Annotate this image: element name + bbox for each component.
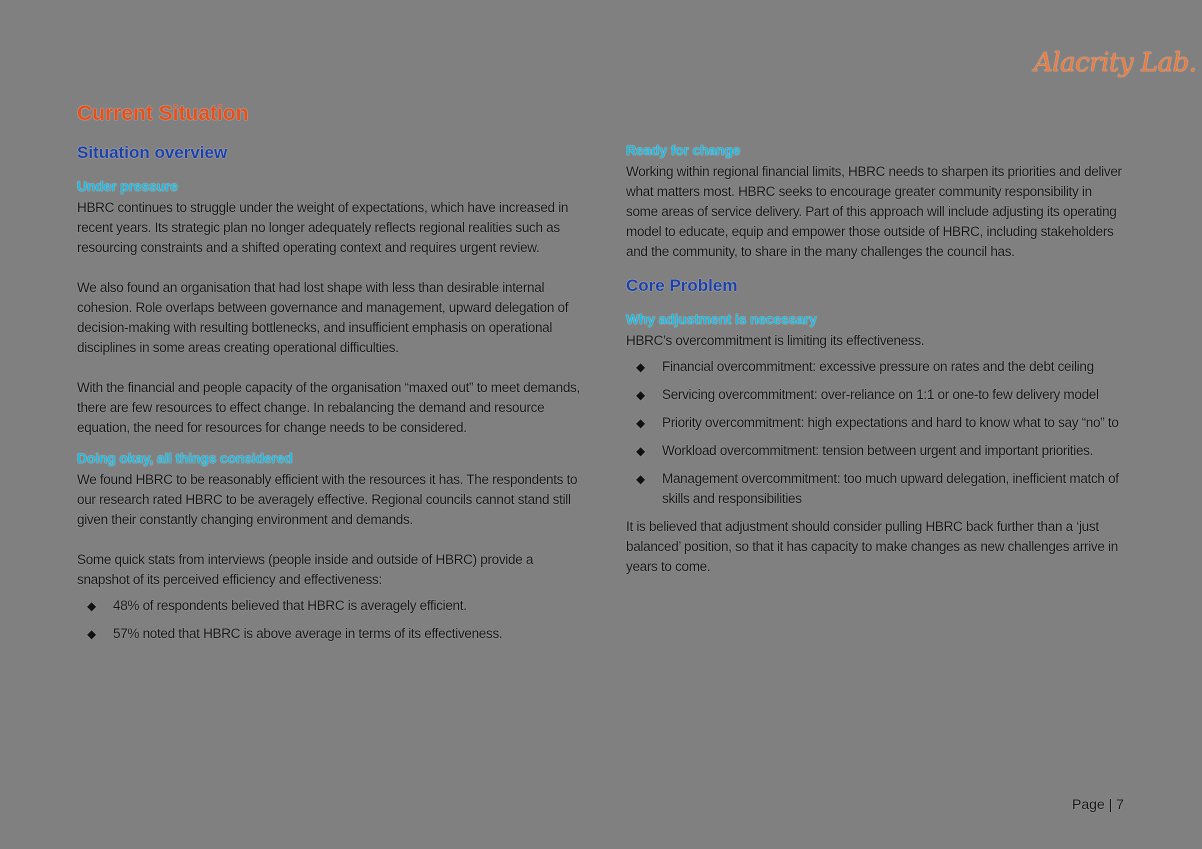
overcommitment-list <box>626 357 1126 509</box>
alacrity-lab-logo: Alacrity Lab. <box>1034 48 1197 78</box>
heading-ready-for-change: Ready for change <box>626 142 741 158</box>
list-item: ◆ Workload overcommitment: tension between urgent and important priorities. <box>626 441 1126 461</box>
page-number: Page | 7 <box>1072 796 1124 812</box>
bullet-icon: ◆ <box>636 444 645 458</box>
left-column <box>77 102 582 652</box>
stats-list <box>77 596 582 644</box>
list-item: ◆ Management overcommitment: too much upward delegation, inefficient match of skills and responsibilities <box>636 471 1119 506</box>
list-item: ◆ Priority overcommitment: high expectations and hard to know what to say “no” to <box>626 413 1126 433</box>
heading-under-pressure: Under pressure <box>77 178 178 194</box>
heading-why-adjustment: Why adjustment is necessary <box>626 311 817 327</box>
list-item: ◆ 48% of respondents believed that HBRC is averagely efficient. <box>77 596 582 616</box>
list-item: ◆ Financial overcommitment: excessive pressure on rates and the debt ceiling <box>626 357 1126 377</box>
bullet-icon: ◆ <box>87 599 96 613</box>
bullet-icon: ◆ <box>636 360 645 374</box>
paragraph: With the financial and people capacity of the organisation “maxed out” to meet demands, there are few resources to effect change. In rebalancing the demand and resource equation, the need for resources for change needs to be considered. <box>77 380 580 435</box>
heading-doing-okay: Doing okay, all things considered <box>77 450 293 466</box>
bullet-icon: ◆ <box>636 472 645 486</box>
list-item: ◆ Servicing overcommitment: over-reliance on 1:1 or one-to few delivery model <box>626 385 1126 405</box>
bullet-icon: ◆ <box>87 627 96 641</box>
section-title-core-problem: Core Problem <box>626 276 738 295</box>
bullet-icon: ◆ <box>636 416 645 430</box>
right-column <box>626 142 1126 577</box>
paragraph: HBRC continues to struggle under the weight of expectations, which have increased in recent years. Its strategic plan no longer adequately reflects regional realities such as resourcing constraints and a shifted operating context and requires urgent review. <box>77 200 569 255</box>
list-item: ◆ 57% noted that HBRC is above average in terms of its effectiveness. <box>77 624 582 644</box>
section-title-situation-overview: Situation overview <box>77 143 228 162</box>
paragraph: It is believed that adjustment should consider pulling HBRC back further than a ‘just balanced’ position, so that it has capacity to make changes as new challenges arrive in years to come. <box>626 519 1118 574</box>
paragraph: We also found an organisation that had lost shape with less than desirable internal cohesion. Role overlaps between governance and management, upward delegation of decision-making with resulting bottlenecks, and insufficient emphasis on operational disciplines in some areas creating operational difficulties. <box>77 280 569 355</box>
paragraph: Working within regional financial limits, HBRC needs to sharpen its priorities and deliver what matters most. HBRC seeks to encourage greater community responsibility in some areas of service delivery. Part of this approach will include adjusting its operating model to educate, equip and empower those outside of HBRC, including stakeholders and the community, to share in the many challenges the council has. <box>626 164 1122 259</box>
paragraph: HBRC’s overcommitment is limiting its effectiveness. <box>626 333 925 348</box>
paragraph: We found HBRC to be reasonably efficient with the resources it has. The respondents to our research rated HBRC to be averagely effective. Regional councils cannot stand still given their constantly changing environment and demands. <box>77 472 578 527</box>
page-title: Current Situation <box>77 102 249 125</box>
bullet-icon: ◆ <box>636 388 645 402</box>
paragraph: Some quick stats from interviews (people inside and outside of HBRC) provide a snapshot of its perceived efficiency and effectiveness: <box>77 552 534 587</box>
